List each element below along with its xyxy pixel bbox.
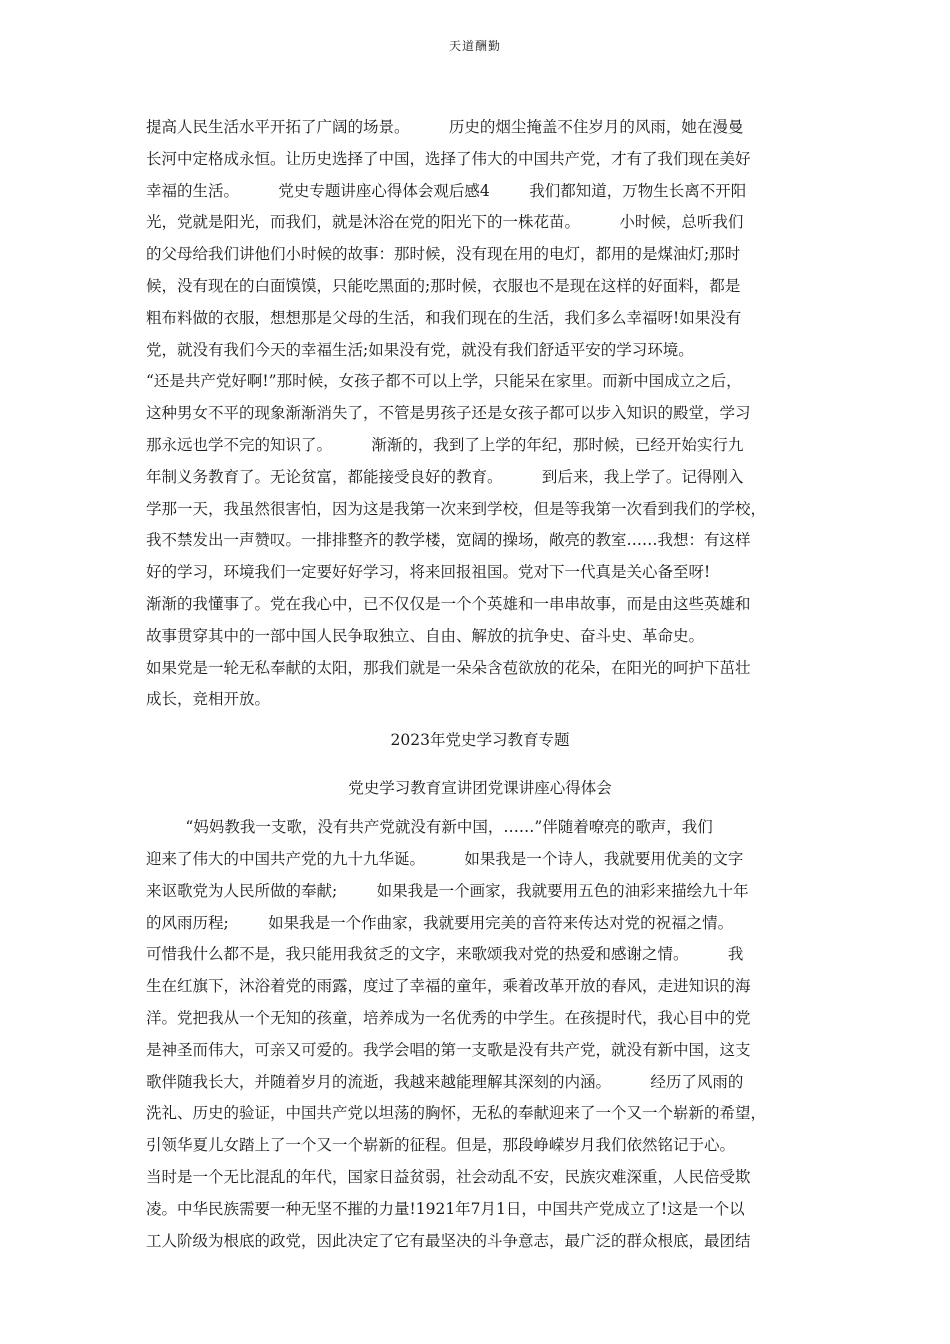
text-line: 我不禁发出一声赞叹。一排排整齐的教学楼，宽阔的操场，敞亮的教室……我想：有这样 — [146, 531, 751, 550]
text-line: 迎来了伟大的中国共产党的九十九华诞。 如果我是一个诗人，我就要用优美的文字 — [146, 849, 744, 868]
section-title: 2023年党史学习教育专题 — [390, 731, 570, 750]
text-line: 渐渐的我懂事了。党在我心中，已不仅仅是一个个英雄和一串串故事，而是由这些英雄和 — [146, 594, 751, 613]
section-subtitle: 党史学习教育宣讲团党课讲座心得体会 — [348, 779, 612, 798]
document-body — [146, 112, 814, 1257]
text-line: 年制义务教育了。无论贫富，都能接受良好的教育。 到后来，我上学了。记得刚入 — [146, 467, 744, 486]
text-line: 提高人民生活水平开拓了广阔的场景。 历史的烟尘掩盖不住岁月的风雨，她在漫曼 — [146, 118, 744, 136]
text-line: 工人阶级为根底的政党，因此决定了它有最坚决的斗争意志，最广泛的群众根底，最团结 — [146, 1231, 751, 1250]
text-line: 成长，竞相开放。 — [146, 690, 271, 709]
text-line: 故事贯穿其中的一部中国人民争取独立、自由、解放的抗争史、奋斗史、革命史。 — [146, 626, 705, 645]
text-line: 生在红旗下，沐浴着党的雨露，度过了幸福的童年，乘着改革开放的春风，走进知识的海 — [146, 977, 751, 996]
text-line: 长河中定格成永恒。让历史选择了中国，选择了伟大的中国共产党，才有了我们现在美好 — [146, 149, 751, 168]
text-line: 的父母给我们讲他们小时候的故事：那时候，没有现在用的电灯，都用的是煤油灯;那时 — [146, 245, 741, 264]
text-line: “妈妈教我一支歌，没有共产党就没有新中国，……”伴随着嘹亮的歌声，我们 — [146, 818, 713, 837]
text-line: 光，党就是阳光，而我们，就是沐浴在党的阳光下的一株花苗。 小时候，总听我们 — [146, 213, 744, 232]
text-line: 候，没有现在的白面馍馍，只能吃黑面的;那时候，衣服也不是现在这样的好面料，都是 — [146, 276, 741, 295]
text-line: “还是共产党好啊!”那时候，女孩子都不可以上学，只能呆在家里。而新中国成立之后， — [146, 372, 742, 391]
text-line: 是神圣而伟大，可亲又可爱的。我学会唱的第一支歌是没有共产党，就没有新中国，这支 — [146, 1040, 751, 1059]
text-line: 如果党是一轮无私奉献的太阳，那我们就是一朵朵含苞欲放的花朵，在阳光的呵护下茁壮 — [146, 658, 751, 677]
text-line: 好的学习，环境我们一定要好好学习，将来回报祖国。党对下一代真是关心备至呀! — [146, 563, 711, 582]
text-line: 那永远也学不完的知识了。 渐渐的，我到了上学的年纪，那时候，已经开始实行九 — [146, 435, 744, 454]
text-line: 的风雨历程; 如果我是一个作曲家，我就要用完美的音符来传达对党的祝福之情。 — [146, 913, 734, 932]
text-line: 可惜我什么都不是，我只能用我贫乏的文字，来歌颂我对党的热爱和感谢之情。 我 — [146, 945, 744, 964]
text-line: 歌伴随我长大，并随着岁月的流逝，我越来越能理解其深刻的内涵。 经历了风雨的 — [146, 1072, 744, 1091]
text-line: 引领华夏儿女踏上了一个又一个崭新的征程。但是，那段峥嵘岁月我们依然铭记于心。 — [146, 1136, 736, 1155]
text-line: 党，就没有我们今天的幸福生活;如果没有党，就没有我们舒适平安的学习环境。 — [146, 340, 694, 359]
text-line: 幸福的生活。 党史专题讲座心得体会观后感4 我们都知道，万物生长离不开阳 — [146, 181, 747, 200]
text-line: 当时是一个无比混乱的年代，国家日益贫弱，社会动乱不安，民族灾难深重，人民倍受欺 — [146, 1167, 751, 1186]
text-line: 洗礼、历史的验证，中国共产党以坦荡的胸怀，无私的奉献迎来了一个又一个崭新的希望， — [146, 1104, 767, 1123]
text-line: 洋。党把我从一个无知的孩童，培养成为一名优秀的中学生。在孩提时代，我心目中的党 — [146, 1008, 751, 1027]
text-line: 凌。中华民族需要一种无坚不摧的力量!1921年7月1日，中国共产党成立了!这是一个以 — [146, 1199, 745, 1218]
text-line: 粗布料做的衣服，想想那是父母的生活，和我们现在的生活，我们多么幸福呀!如果没有 — [146, 308, 742, 327]
text-line: 学那一天，我虽然很害怕，因为这是我第一次来到学校，但是等我第一次看到我们的学校， — [146, 499, 767, 518]
text-line: 这种男女不平的现象渐渐消失了，不管是男孩子还是女孩子都可以步入知识的殿堂，学习 — [146, 404, 751, 423]
text-line: 来讴歌党为人民所做的奉献; 如果我是一个画家，我就要用五色的油彩来描绘九十年 — [146, 881, 749, 900]
page-header: 天道酬勤 — [448, 39, 501, 53]
